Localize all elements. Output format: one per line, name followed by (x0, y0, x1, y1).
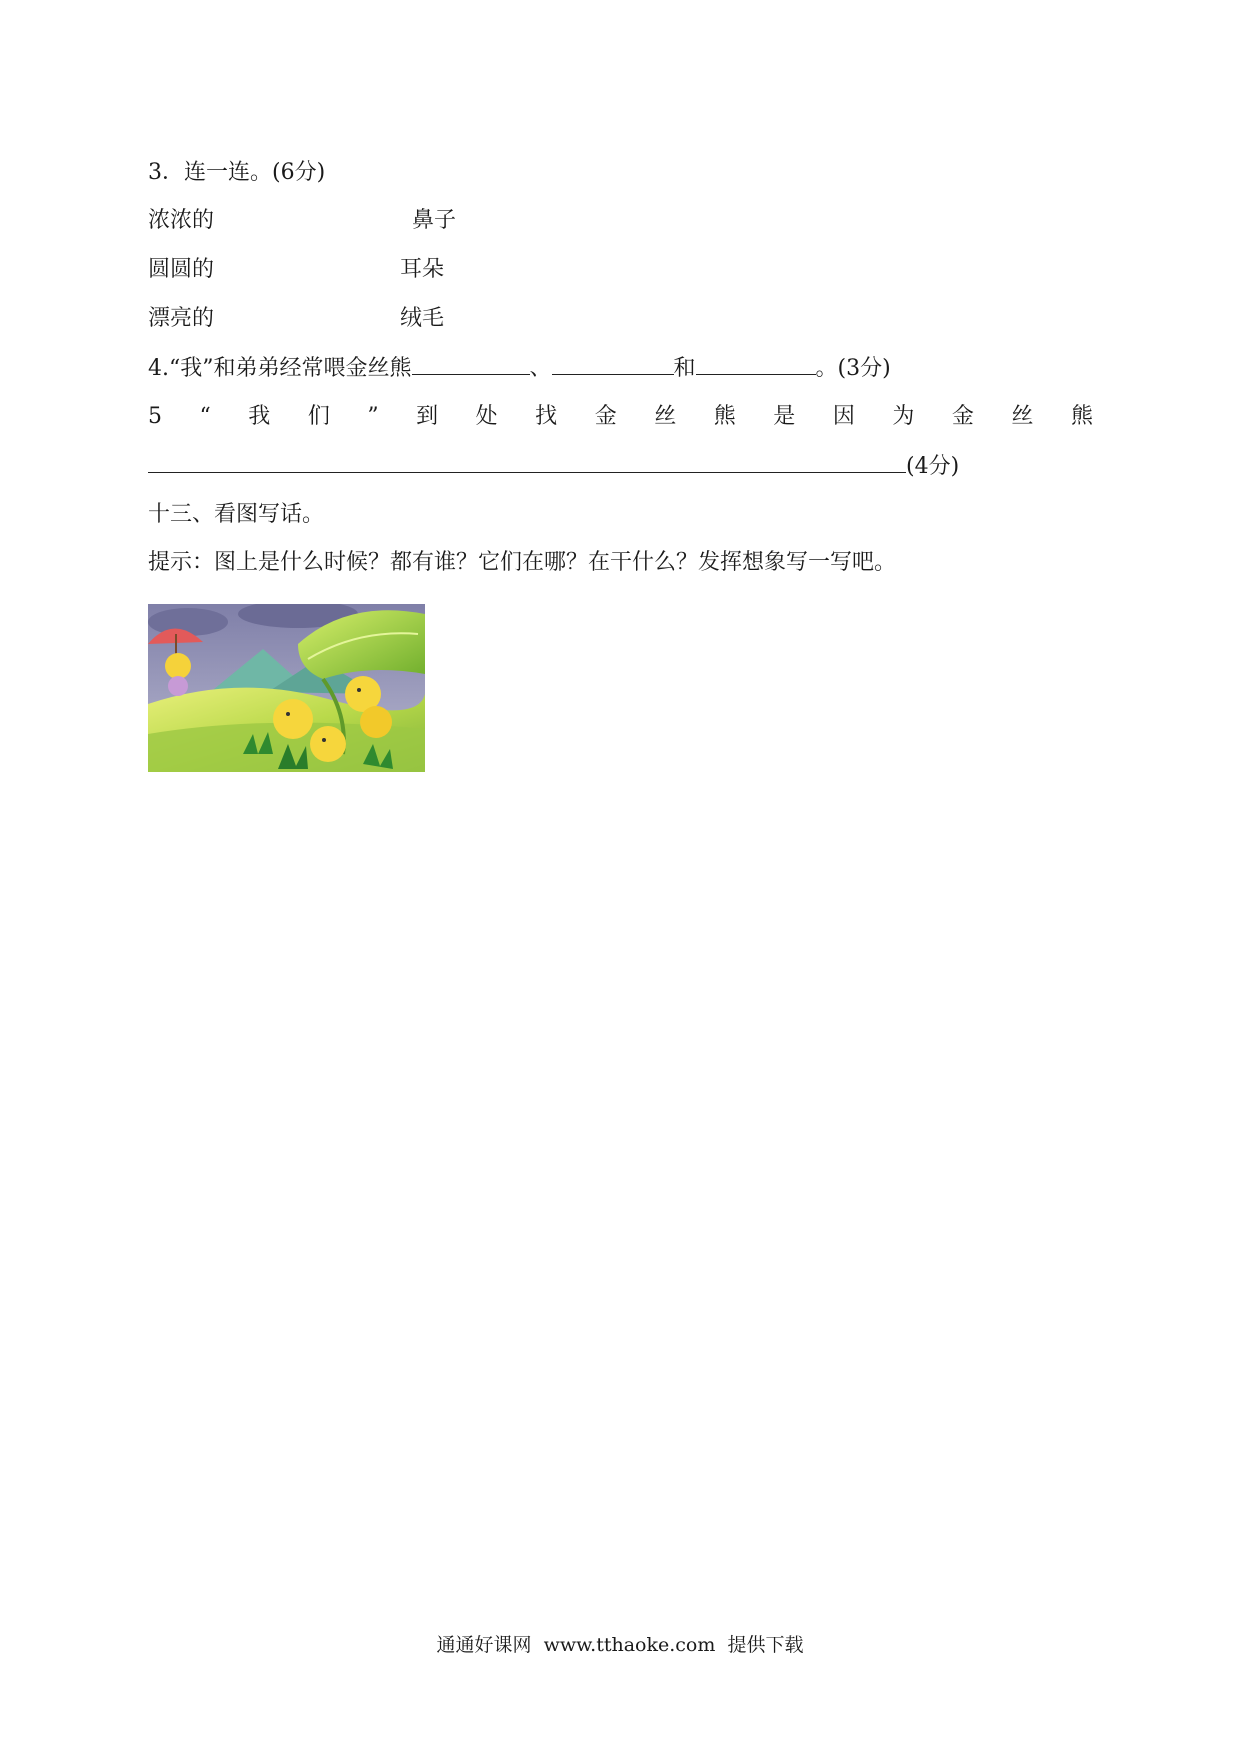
illustration-chicks-in-rain (148, 604, 425, 772)
q5-char: 金 (951, 404, 974, 429)
q4-line (148, 352, 891, 384)
q5-char: ” (367, 404, 379, 429)
footer-site-name: 通通好课网 (436, 1634, 532, 1656)
q5-char: 到 (416, 404, 439, 429)
q4-prefix: 4.“我”和弟弟经常喂金丝熊 (148, 356, 412, 381)
q3-right-word-2: 耳朵 (400, 257, 445, 282)
q5-char: 5 (148, 404, 162, 429)
q5-char: 熊 (1070, 404, 1093, 429)
q4-blank-1[interactable] (412, 352, 530, 375)
q5-char: 因 (832, 404, 855, 429)
q5-char: 我 (248, 404, 271, 429)
section-13-hint: 提示：图上是什么时候？都有谁？它们在哪？在干什么？发挥想象写一写吧。 (148, 550, 897, 575)
q4-blank-3[interactable] (696, 352, 816, 375)
q5-char: 们 (307, 404, 330, 429)
q3-left-word-1: 浓浓的 (148, 208, 215, 233)
q5-char: 处 (475, 404, 498, 429)
page-footer (0, 1630, 1240, 1657)
q5-char: 为 (892, 404, 915, 429)
q5-line (148, 402, 1093, 432)
q5-char: 是 (773, 404, 796, 429)
q4-blank-2[interactable] (552, 352, 674, 375)
q5-answer-blank[interactable] (148, 450, 906, 473)
q5-char: 金 (594, 404, 617, 429)
q4-sep-2: 和 (673, 356, 696, 381)
q5-char: “ (199, 404, 211, 429)
q5-char: 丝 (654, 404, 677, 429)
q5-char: 熊 (713, 404, 736, 429)
q5-answer-line (148, 450, 959, 482)
q5-char: 找 (535, 404, 558, 429)
footer-provided: 提供下载 (727, 1634, 804, 1656)
section-13-title: 十三、看图写话。 (148, 502, 325, 527)
q3-left-word-2: 圆圆的 (148, 257, 215, 282)
footer-url[interactable]: www.tthaoke.com (543, 1634, 716, 1656)
q4-suffix: 。(3分) (815, 356, 891, 381)
q5-score: (4分) (906, 454, 960, 479)
q4-sep-1: 、 (529, 356, 552, 381)
q5-char: 丝 (1011, 404, 1034, 429)
q3-right-word-3: 绒毛 (400, 306, 445, 331)
q3-left-word-3: 漂亮的 (148, 306, 215, 331)
q3-right-word-1: 鼻子 (412, 208, 457, 233)
q3-heading: 3．连一连。(6分) (148, 160, 326, 185)
